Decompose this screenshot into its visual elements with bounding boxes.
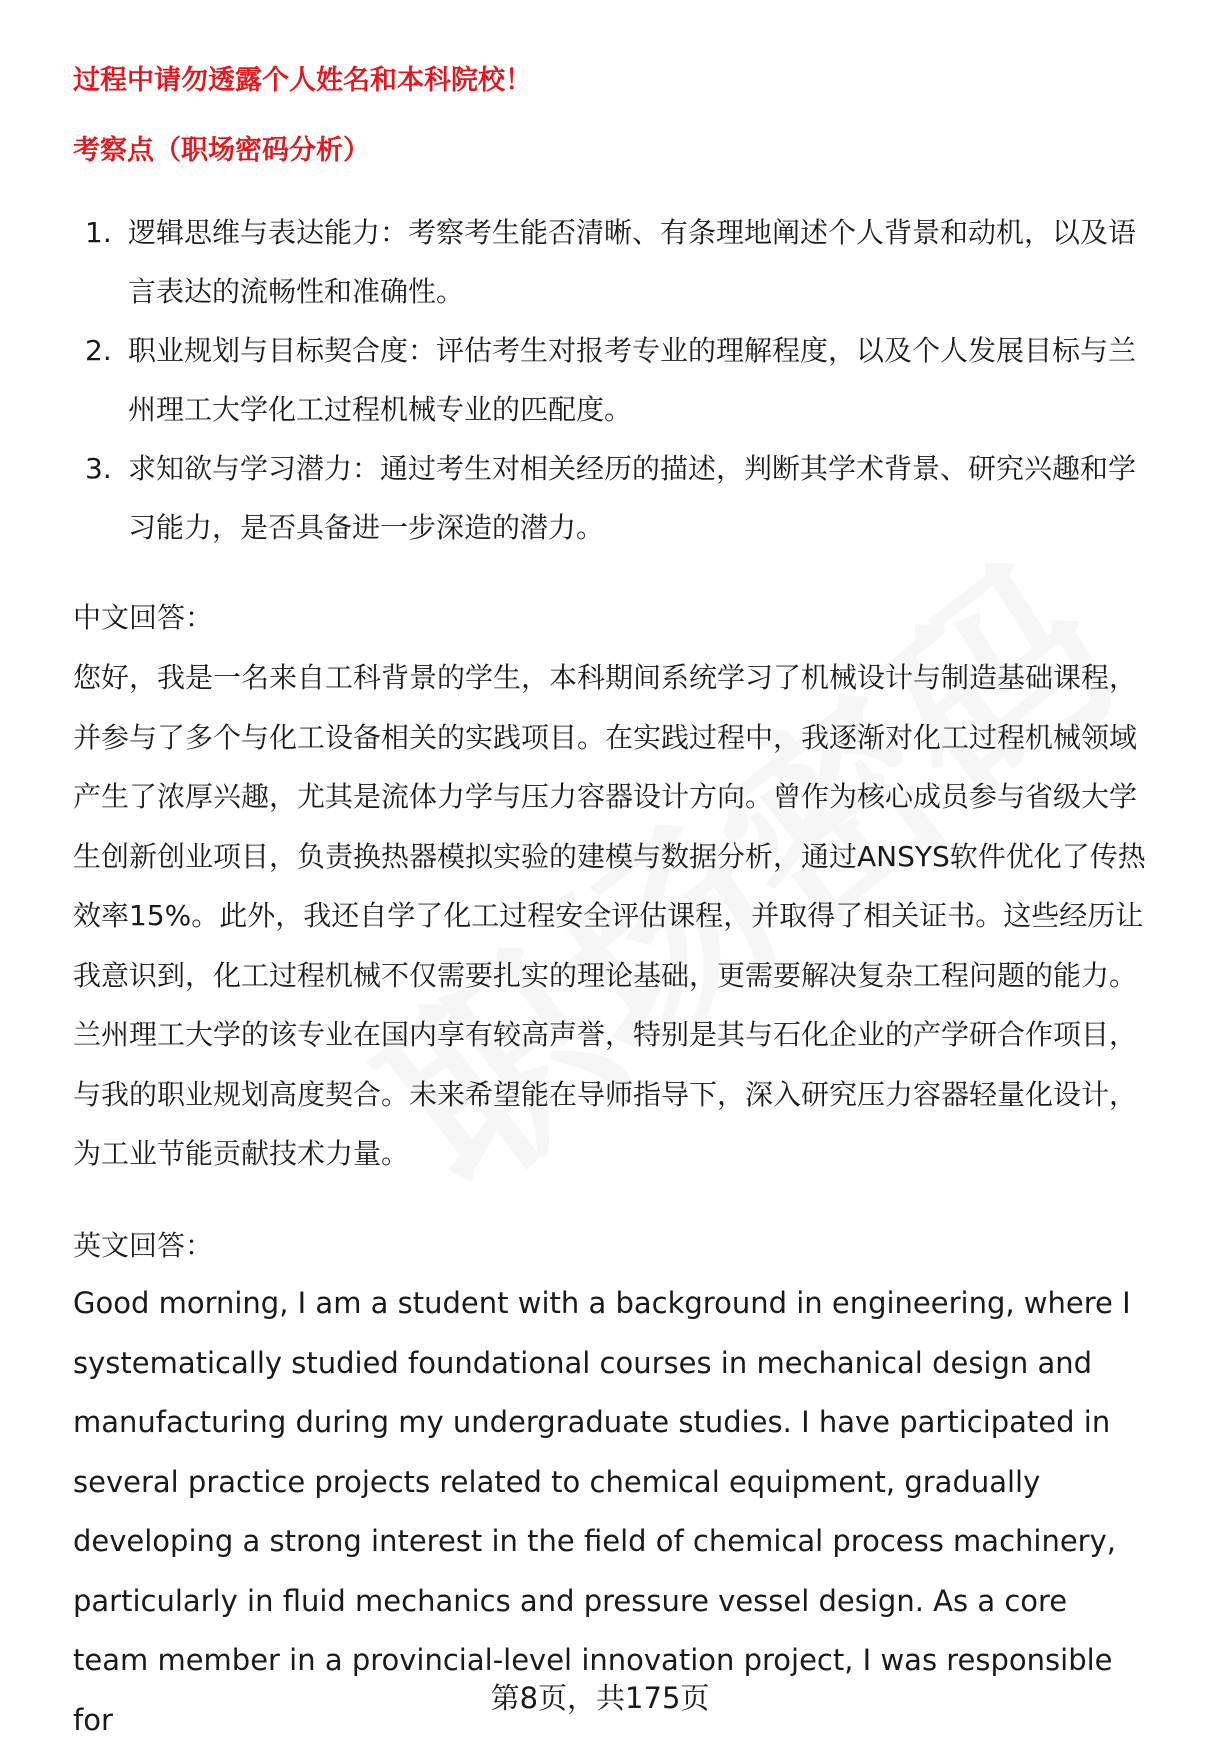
page-number-footer: 第8页，共175页: [490, 1681, 710, 1715]
list-item: [73, 203, 1153, 321]
list-item: [73, 321, 1153, 439]
assessment-points-list: [73, 203, 1153, 557]
privacy-warning: 过程中请勿透露个人姓名和本科院校！: [73, 65, 532, 96]
english-answer-text: Good morning, I am a student with a background in engineering, where I systematically studied foundational courses in mechanical design and manufacturing during my undergraduate studies. I have participated in several practice projects related to chemical equipment, gradually developing a strong interest in the field of chemical process machinery, particularly in fluid mechanics and pressure vessel design. As a core team member in a provincial-level innovation project, I was responsible for: [73, 1286, 1131, 1737]
list-item: [73, 439, 1153, 557]
chinese-answer-label: 中文回答：: [73, 601, 214, 634]
list-item-number: 2.: [85, 334, 112, 367]
list-item-text: 职业规划与目标契合度：评估考生对报考专业的理解程度，以及个人发展目标与兰州理工大学化工过程机械专业的匹配度。: [128, 334, 1137, 426]
list-item-number: 3.: [85, 452, 112, 485]
section-heading: 考察点（职场密码分析）: [73, 135, 370, 166]
list-item-text: 逻辑思维与表达能力：考察考生能否清晰、有条理地阐述个人背景和动机，以及语言表达的流畅性和准确性。: [128, 216, 1137, 308]
list-item-text: 求知欲与学习潜力：通过考生对相关经历的描述，判断其学术背景、研究兴趣和学习能力，是否具备进一步深造的潜力。: [128, 452, 1137, 544]
chinese-answer-text: 您好，我是一名来自工科背景的学生，本科期间系统学习了机械设计与制造基础课程，并参与了多个与化工设备相关的实践项目。在实践过程中，我逐渐对化工过程机械领域产生了浓厚兴趣，尤其是流体力学与压力容器设计方向。曾作为核心成员参与省级大学生创新创业项目，负责换热器模拟实验的建模与数据分析，通过ANSYS软件优化了传热效率15%。此外，我还自学了化工过程安全评估课程，并取得了相关证书。这些经历让我意识到，化工过程机械不仅需要扎实的理论基础，更需要解决复杂工程问题的能力。兰州理工大学的该专业在国内享有较高声誉，特别是其与石化企业的产学研合作项目，与我的职业规划高度契合。未来希望能在导师指导下，深入研究压力容器轻量化设计，为工业节能贡献技术力量。: [73, 661, 1146, 1170]
english-answer-label: 英文回答：: [73, 1229, 214, 1262]
list-item-number: 1.: [85, 216, 112, 249]
